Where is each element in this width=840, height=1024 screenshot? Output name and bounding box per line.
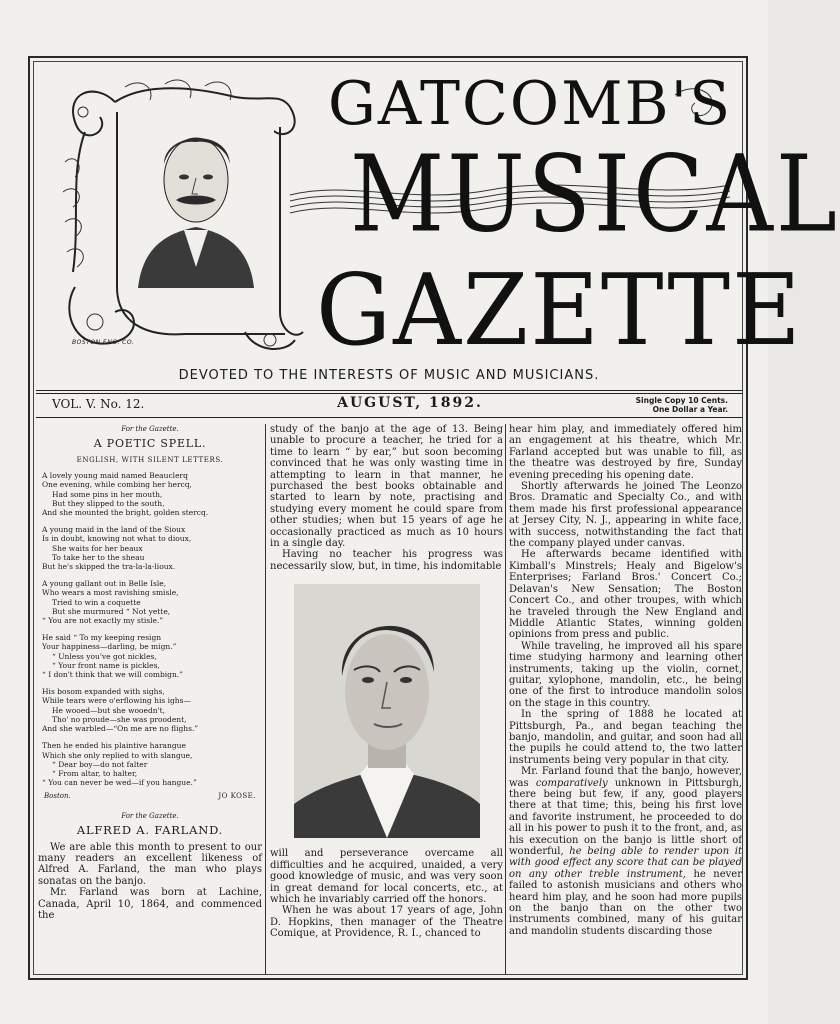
poem-stanza-3 xyxy=(42,579,262,625)
poem-line: Then he ended his plaintive harangue xyxy=(42,741,186,751)
poem-title: A POETIC SPELL. xyxy=(93,437,207,451)
poem-line: “ You can never be wed—if you hangue.” xyxy=(42,778,197,788)
poem-line: Which she only replied to with slangue, xyxy=(42,750,193,760)
poem-line: Tho' no proude—she was proodent, xyxy=(52,714,187,724)
poem-signature xyxy=(44,791,256,802)
engraver-credit: BOSTON ENG. CO. xyxy=(72,339,135,346)
article-paragraph xyxy=(509,766,742,937)
article-paragraph: Mr. Farland was born at Lachine, Canada, April 10, 1864, and commenced the xyxy=(38,887,262,921)
poem-subtitle: ENGLISH, WITH SILENT LETTERS. xyxy=(76,455,224,464)
poem-line: But he's skipped the tra-la-la-lioux. xyxy=(42,562,176,572)
poem-stanza-2 xyxy=(42,525,262,571)
poem-line: He wooed—but she wooedn't, xyxy=(52,705,166,715)
poem-line: “ I don't think that we will combign.” xyxy=(42,670,184,680)
article-text: Mr. Farland found that the banjo, however, was xyxy=(509,766,742,789)
poem-credit: For the Gazette. xyxy=(121,425,179,433)
portrait-engraving-gatcomb xyxy=(118,102,274,288)
article-paragraph: hear him play, and immediately offered him an engagement at his theatre, which Mr. Farland accepted but was unable to fill, as the theatre was destroyed by fire, Sunday evening preceding his opening date. xyxy=(509,424,742,481)
article-paragraph: When he was about 17 years of age, John D. Hopkins, then manager of the Theatre Comique, at Providence, R. I., chanced to xyxy=(270,905,503,940)
issue-date: AUGUST, 1892. xyxy=(337,395,483,411)
poem-line: He said “ To my keeping resign xyxy=(42,633,162,643)
masthead-tagline: DEVOTED TO THE INTERESTS OF MUSIC AND MUSICIANS. xyxy=(178,368,600,383)
article-paragraph: In the spring of 1888 he located at Pittsburgh, Pa., and began teaching the banjo, mandolin, and guitar, and soon had all the pupils he could attend to, the two latter instruments being very popular in that city. xyxy=(509,709,742,766)
poem-line: And she warbled—“On me are no flighs.” xyxy=(42,724,199,734)
article-paragraph: We are able this month to present to our many readers an excellent likeness of Alfred A. Farland, the man who plays sonatas on the banjo. xyxy=(38,841,262,887)
poem-line: “ Your front name is pickles, xyxy=(52,660,160,670)
masthead-title-line-3: GAZETTE xyxy=(316,253,803,369)
masthead-rule-top xyxy=(36,390,742,391)
column-divider-2 xyxy=(505,424,506,974)
poem-line: To take her to the sheau xyxy=(52,552,145,562)
column-divider-1 xyxy=(265,424,266,974)
article-credit: For the Gazette. xyxy=(121,811,179,820)
poem-stanza-4 xyxy=(42,633,262,679)
portrait-photo-farland xyxy=(294,584,480,838)
column-2 xyxy=(270,424,503,976)
poem-author: JO KOSE. xyxy=(218,792,256,801)
poem-line: His bosom expanded with sighs, xyxy=(42,687,165,697)
poem-stanza-5 xyxy=(42,687,262,733)
poem-line: Is in doubt, knowing not what to dioux, xyxy=(42,534,192,544)
masthead-rule-bottom xyxy=(36,417,742,418)
column-1 xyxy=(38,424,262,976)
article-emphasis: he being able to render upon it with good effect any score that can be played on any other treble instrument, xyxy=(509,846,742,880)
masthead-title-line-2: MUSICAL xyxy=(350,132,840,256)
poem-line: A lovely young maid named Beauclerq xyxy=(42,471,188,481)
article-emphasis: comparatively xyxy=(535,777,608,789)
poem-line: Had some pins in her mouth, xyxy=(52,489,163,499)
poem-line: One evening, while combing her hercq, xyxy=(42,480,192,490)
article-text: unknown in Pittsburgh, there being but few, if any, good players there at that time; this, being his first love and favorite instrument, he proceeded to do all in his power to push it to the front, and, as his execution on the banjo is little short of wonderful, xyxy=(509,777,742,858)
price-single-copy: Single Copy 10 Cents. xyxy=(635,396,728,405)
poem-line: While tears were o'erflowing his ighs— xyxy=(42,696,191,706)
poem-line: And she mounted the bright, golden stercq. xyxy=(42,508,209,518)
article-paragraph: While traveling, he improved all his spare time studying harmony and learning other instruments, taking up the violin, cornet, guitar, xylophone, mandolin, etc., he being one of the first to introduce mandolin solos on the stage in this country. xyxy=(509,640,742,709)
poem-line: Who wears a most ravishing smisle, xyxy=(42,588,179,598)
masthead-title-line-1: GATCOMB'S xyxy=(328,69,733,139)
poem-line: A young gallant out in Belle Isle, xyxy=(42,579,167,589)
masthead-rule-top-2 xyxy=(36,393,742,394)
poem-line: Your happiness—darling, be mign.” xyxy=(42,642,177,652)
poem-line: But they slipped to the south, xyxy=(52,498,165,508)
article-paragraph: Shortly afterwards he joined The Leonzo Bros. Dramatic and Specialty Co., and with them made his first professional appearance at Jersey City, N. J., appearing in white face, with success, notwithstanding the fact that the company played under canvas. xyxy=(509,481,742,550)
poem-line: “ Unless you've got nickles, xyxy=(52,651,157,661)
poem-place: Boston. xyxy=(44,792,71,801)
poem-line: “ From altar, to halter, xyxy=(52,768,138,778)
poem-line: “ You are not exactly my stisle.” xyxy=(42,616,164,626)
article-title: ALFRED A. FARLAND. xyxy=(76,823,224,838)
article-paragraph: He afterwards became identified with Kimball's Minstrels; Healy and Bigelow's Enterprises; Farland Bros.' Concert Co.; Delavan's New Sensation; The Boston Concert Co., and other troupes, with which he traveled through the New England and Middle Atlantic States, winning golden opinions from press and public. xyxy=(509,549,742,641)
poem-stanza-1 xyxy=(42,471,262,517)
poem-line: But she murmured “ Not yette, xyxy=(52,606,171,616)
article-text: he never failed to astonish musicians and others who heard him play, and he soon had more pupils on the banjo than on the other two instruments combined, many of his guitar and mandolin students discarding those xyxy=(509,868,743,937)
poem-line: “ Dear boy—do not falter xyxy=(52,759,148,769)
price-info xyxy=(636,396,728,415)
poem-line: Tried to win a coquette xyxy=(52,597,141,607)
column-3 xyxy=(509,424,742,976)
poem-stanza-6 xyxy=(42,741,262,787)
article-paragraph: will and perseverance overcame all difficulties and he acquired, unaided, a very good knowledge of music, and was very soon in great demand for local concerts, etc., at which he invariably carried off the honors. xyxy=(270,848,503,905)
poem-line: She waits for her beaux xyxy=(52,543,143,553)
article-paragraph: Having no teacher his progress was necessarily slow, but, in time, his indomitable xyxy=(270,549,503,572)
article-paragraph: study of the banjo at the age of 13. Being unable to procure a teacher, he tried for a time to learn “ by ear,” but soon becoming convinced that he was only wasting time in attempting to learn in that manner, he purchased the best books obtainable and started to learn by note, practising and studying every moment he could spare from other studies; when but 15 years of age he occasionally practiced as much as 10 hours in a single day. xyxy=(270,424,503,550)
price-yearly: One Dollar a Year. xyxy=(652,405,728,415)
volume-number: VOL. V. No. 12. xyxy=(52,397,145,411)
poem-line: A young maid in the land of the Sioux xyxy=(42,525,186,535)
